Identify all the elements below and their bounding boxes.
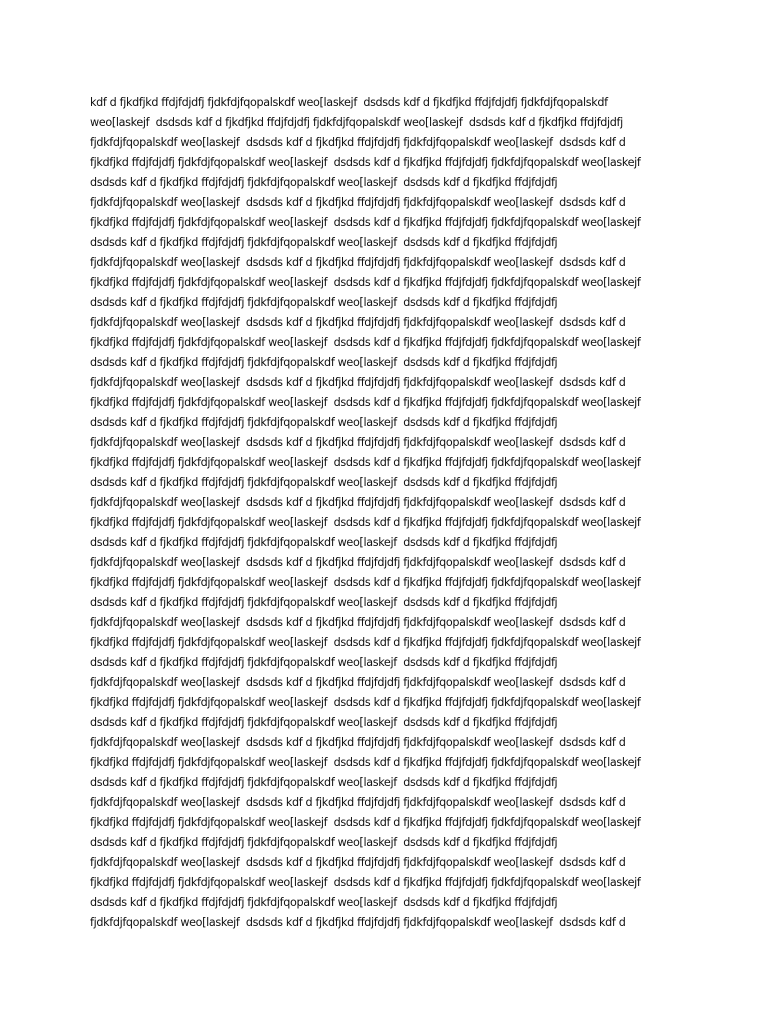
text-line: fjdkfdjfqopalskdf weo[laskejf dsdsds kdf d fjkdfjkd ffdjfdjdfj fjdkfdjfqopalskdf weo[laskejf dsdsds kdf d [90, 136, 626, 149]
text-line: dsdsds kdf d fjkdfjkd ffdjfdjdfj fjdkfdjfqopalskdf weo[laskejf dsdsds kdf d fjkdfjkd ffdjfdjdfj [90, 656, 558, 669]
text-line: fjdkfdjfqopalskdf weo[laskejf dsdsds kdf d fjkdfjkd ffdjfdjdfj fjdkfdjfqopalskdf weo[laskejf dsdsds kdf d [90, 376, 626, 389]
text-line: fjkdfjkd ffdjfdjdfj fjdkfdjfqopalskdf weo[laskejf dsdsds kdf d fjkdfjkd ffdjfdjdfj fjdkfdjfqopalskdf weo[laskejf [90, 876, 641, 889]
text-line: fjkdfjkd ffdjfdjdfj fjdkfdjfqopalskdf weo[laskejf dsdsds kdf d fjkdfjkd ffdjfdjdfj fjdkfdjfqopalskdf weo[laskejf [90, 636, 641, 649]
text-line: fjdkfdjfqopalskdf weo[laskejf dsdsds kdf d fjkdfjkd ffdjfdjdfj fjdkfdjfqopalskdf weo[laskejf dsdsds kdf d [90, 496, 626, 509]
body-text [90, 93, 690, 933]
text-line: fjkdfjkd ffdjfdjdfj fjdkfdjfqopalskdf weo[laskejf dsdsds kdf d fjkdfjkd ffdjfdjdfj fjdkfdjfqopalskdf weo[laskejf [90, 336, 641, 349]
text-line: kdf d fjkdfjkd ffdjfdjdfj fjdkfdjfqopalskdf weo[laskejf dsdsds kdf d fjkdfjkd ffdjfdjdfj fjdkfdjfqopalskdf [90, 96, 608, 109]
text-line: dsdsds kdf d fjkdfjkd ffdjfdjdfj fjdkfdjfqopalskdf weo[laskejf dsdsds kdf d fjkdfjkd ffdjfdjdfj [90, 476, 558, 489]
text-line: fjkdfjkd ffdjfdjdfj fjdkfdjfqopalskdf weo[laskejf dsdsds kdf d fjkdfjkd ffdjfdjdfj fjdkfdjfqopalskdf weo[laskejf [90, 276, 641, 289]
text-line: fjdkfdjfqopalskdf weo[laskejf dsdsds kdf d fjkdfjkd ffdjfdjdfj fjdkfdjfqopalskdf weo[laskejf dsdsds kdf d [90, 616, 626, 629]
text-line: dsdsds kdf d fjkdfjkd ffdjfdjdfj fjdkfdjfqopalskdf weo[laskejf dsdsds kdf d fjkdfjkd ffdjfdjdfj [90, 836, 558, 849]
text-line: fjkdfjkd ffdjfdjdfj fjdkfdjfqopalskdf weo[laskejf dsdsds kdf d fjkdfjkd ffdjfdjdfj fjdkfdjfqopalskdf weo[laskejf [90, 156, 641, 169]
text-line: dsdsds kdf d fjkdfjkd ffdjfdjdfj fjdkfdjfqopalskdf weo[laskejf dsdsds kdf d fjkdfjkd ffdjfdjdfj [90, 296, 558, 309]
text-line: fjkdfjkd ffdjfdjdfj fjdkfdjfqopalskdf weo[laskejf dsdsds kdf d fjkdfjkd ffdjfdjdfj fjdkfdjfqopalskdf weo[laskejf [90, 456, 641, 469]
text-line: dsdsds kdf d fjkdfjkd ffdjfdjdfj fjdkfdjfqopalskdf weo[laskejf dsdsds kdf d fjkdfjkd ffdjfdjdfj [90, 896, 558, 909]
text-line: weo[laskejf dsdsds kdf d fjkdfjkd ffdjfdjdfj fjdkfdjfqopalskdf weo[laskejf dsdsds kdf d fjkdfjkd ffdjfdjdfj [90, 116, 623, 129]
text-line: fjdkfdjfqopalskdf weo[laskejf dsdsds kdf d fjkdfjkd ffdjfdjdfj fjdkfdjfqopalskdf weo[laskejf dsdsds kdf d [90, 916, 626, 929]
text-line: fjdkfdjfqopalskdf weo[laskejf dsdsds kdf d fjkdfjkd ffdjfdjdfj fjdkfdjfqopalskdf weo[laskejf dsdsds kdf d [90, 676, 626, 689]
text-line: fjdkfdjfqopalskdf weo[laskejf dsdsds kdf d fjkdfjkd ffdjfdjdfj fjdkfdjfqopalskdf weo[laskejf dsdsds kdf d [90, 736, 626, 749]
text-line: fjdkfdjfqopalskdf weo[laskejf dsdsds kdf d fjkdfjkd ffdjfdjdfj fjdkfdjfqopalskdf weo[laskejf dsdsds kdf d [90, 856, 626, 869]
text-line: dsdsds kdf d fjkdfjkd ffdjfdjdfj fjdkfdjfqopalskdf weo[laskejf dsdsds kdf d fjkdfjkd ffdjfdjdfj [90, 596, 558, 609]
text-line: fjdkfdjfqopalskdf weo[laskejf dsdsds kdf d fjkdfjkd ffdjfdjdfj fjdkfdjfqopalskdf weo[laskejf dsdsds kdf d [90, 196, 626, 209]
text-line: dsdsds kdf d fjkdfjkd ffdjfdjdfj fjdkfdjfqopalskdf weo[laskejf dsdsds kdf d fjkdfjkd ffdjfdjdfj [90, 776, 558, 789]
text-line: dsdsds kdf d fjkdfjkd ffdjfdjdfj fjdkfdjfqopalskdf weo[laskejf dsdsds kdf d fjkdfjkd ffdjfdjdfj [90, 356, 558, 369]
text-line: fjdkfdjfqopalskdf weo[laskejf dsdsds kdf d fjkdfjkd ffdjfdjdfj fjdkfdjfqopalskdf weo[laskejf dsdsds kdf d [90, 436, 626, 449]
text-line: fjkdfjkd ffdjfdjdfj fjdkfdjfqopalskdf weo[laskejf dsdsds kdf d fjkdfjkd ffdjfdjdfj fjdkfdjfqopalskdf weo[laskejf [90, 576, 641, 589]
text-line: fjkdfjkd ffdjfdjdfj fjdkfdjfqopalskdf weo[laskejf dsdsds kdf d fjkdfjkd ffdjfdjdfj fjdkfdjfqopalskdf weo[laskejf [90, 396, 641, 409]
text-line: dsdsds kdf d fjkdfjkd ffdjfdjdfj fjdkfdjfqopalskdf weo[laskejf dsdsds kdf d fjkdfjkd ffdjfdjdfj [90, 536, 558, 549]
text-line: fjkdfjkd ffdjfdjdfj fjdkfdjfqopalskdf weo[laskejf dsdsds kdf d fjkdfjkd ffdjfdjdfj fjdkfdjfqopalskdf weo[laskejf [90, 516, 641, 529]
text-line: fjdkfdjfqopalskdf weo[laskejf dsdsds kdf d fjkdfjkd ffdjfdjdfj fjdkfdjfqopalskdf weo[laskejf dsdsds kdf d [90, 796, 626, 809]
text-line: fjkdfjkd ffdjfdjdfj fjdkfdjfqopalskdf weo[laskejf dsdsds kdf d fjkdfjkd ffdjfdjdfj fjdkfdjfqopalskdf weo[laskejf [90, 216, 641, 229]
text-line: dsdsds kdf d fjkdfjkd ffdjfdjdfj fjdkfdjfqopalskdf weo[laskejf dsdsds kdf d fjkdfjkd ffdjfdjdfj [90, 716, 558, 729]
text-line: fjkdfjkd ffdjfdjdfj fjdkfdjfqopalskdf weo[laskejf dsdsds kdf d fjkdfjkd ffdjfdjdfj fjdkfdjfqopalskdf weo[laskejf [90, 696, 641, 709]
text-line: fjdkfdjfqopalskdf weo[laskejf dsdsds kdf d fjkdfjkd ffdjfdjdfj fjdkfdjfqopalskdf weo[laskejf dsdsds kdf d [90, 316, 626, 329]
text-line: dsdsds kdf d fjkdfjkd ffdjfdjdfj fjdkfdjfqopalskdf weo[laskejf dsdsds kdf d fjkdfjkd ffdjfdjdfj [90, 416, 558, 429]
text-line: dsdsds kdf d fjkdfjkd ffdjfdjdfj fjdkfdjfqopalskdf weo[laskejf dsdsds kdf d fjkdfjkd ffdjfdjdfj [90, 176, 558, 189]
text-line: fjdkfdjfqopalskdf weo[laskejf dsdsds kdf d fjkdfjkd ffdjfdjdfj fjdkfdjfqopalskdf weo[laskejf dsdsds kdf d [90, 556, 626, 569]
text-line: fjdkfdjfqopalskdf weo[laskejf dsdsds kdf d fjkdfjkd ffdjfdjdfj fjdkfdjfqopalskdf weo[laskejf dsdsds kdf d [90, 256, 626, 269]
text-line: fjkdfjkd ffdjfdjdfj fjdkfdjfqopalskdf weo[laskejf dsdsds kdf d fjkdfjkd ffdjfdjdfj fjdkfdjfqopalskdf weo[laskejf [90, 816, 641, 829]
text-line: dsdsds kdf d fjkdfjkd ffdjfdjdfj fjdkfdjfqopalskdf weo[laskejf dsdsds kdf d fjkdfjkd ffdjfdjdfj [90, 236, 558, 249]
text-line: fjkdfjkd ffdjfdjdfj fjdkfdjfqopalskdf weo[laskejf dsdsds kdf d fjkdfjkd ffdjfdjdfj fjdkfdjfqopalskdf weo[laskejf [90, 756, 641, 769]
